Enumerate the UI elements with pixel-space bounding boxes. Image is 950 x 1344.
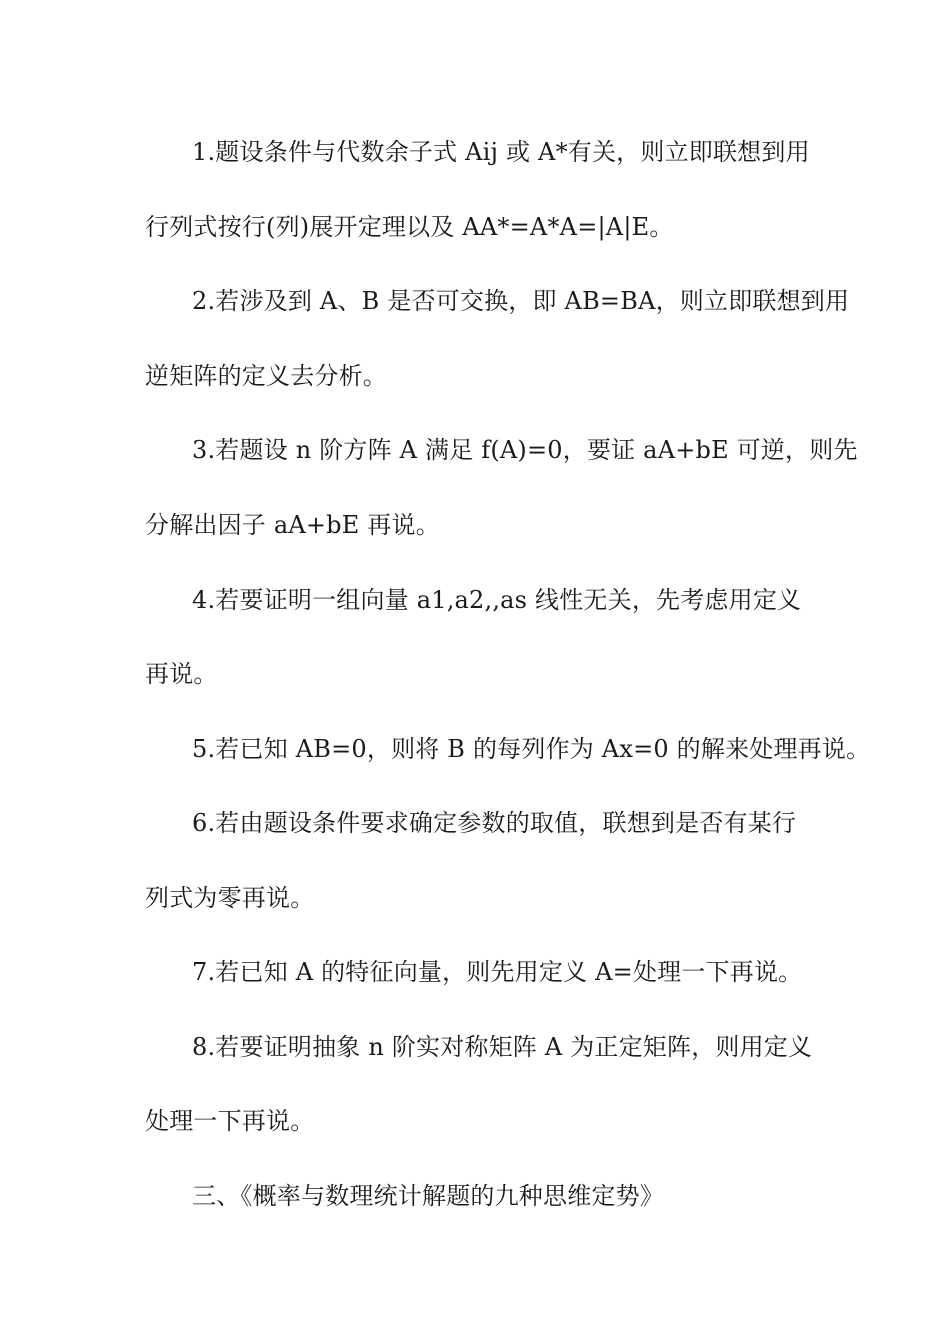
item-4-line-2: 再说。 [145, 660, 218, 688]
section-heading: 三、《概率与数理统计解题的九种思维定势》 [192, 1182, 664, 1210]
item-3-line-2: 分解出因子 aA+bE 再说。 [145, 511, 440, 539]
item-7-line-1: 7.若已知 A 的特征向量，则先用定义 A=处理一下再说。 [192, 958, 803, 986]
item-1-line-2: 行列式按行(列)展开定理以及 AA*=A*A=|A|E。 [145, 213, 674, 241]
item-6-line-2: 列式为零再说。 [145, 884, 315, 912]
item-6-line-1: 6.若由题设条件要求确定参数的取值，联想到是否有某行 [192, 809, 797, 837]
item-4-line-1: 4.若要证明一组向量 a1,a2,,as 线性无关，先考虑用定义 [192, 586, 802, 614]
item-8-line-2: 处理一下再说。 [145, 1107, 315, 1135]
item-1-line-1: 1.题设条件与代数余子式 Aij 或 A*有关，则立即联想到用 [192, 138, 810, 166]
item-5-line-1: 5.若已知 AB=0，则将 B 的每列作为 Ax=0 的解来处理再说。 [192, 735, 871, 763]
item-8-line-1: 8.若要证明抽象 n 阶实对称矩阵 A 为正定矩阵，则用定义 [192, 1033, 813, 1061]
item-2-line-1: 2.若涉及到 A、B 是否可交换，即 AB=BA，则立即联想到用 [192, 287, 850, 315]
item-3-line-1: 3.若题设 n 阶方阵 A 满足 f(A)=0，要证 aA+bE 可逆，则先 [192, 436, 858, 464]
item-2-line-2: 逆矩阵的定义去分析。 [145, 362, 387, 390]
